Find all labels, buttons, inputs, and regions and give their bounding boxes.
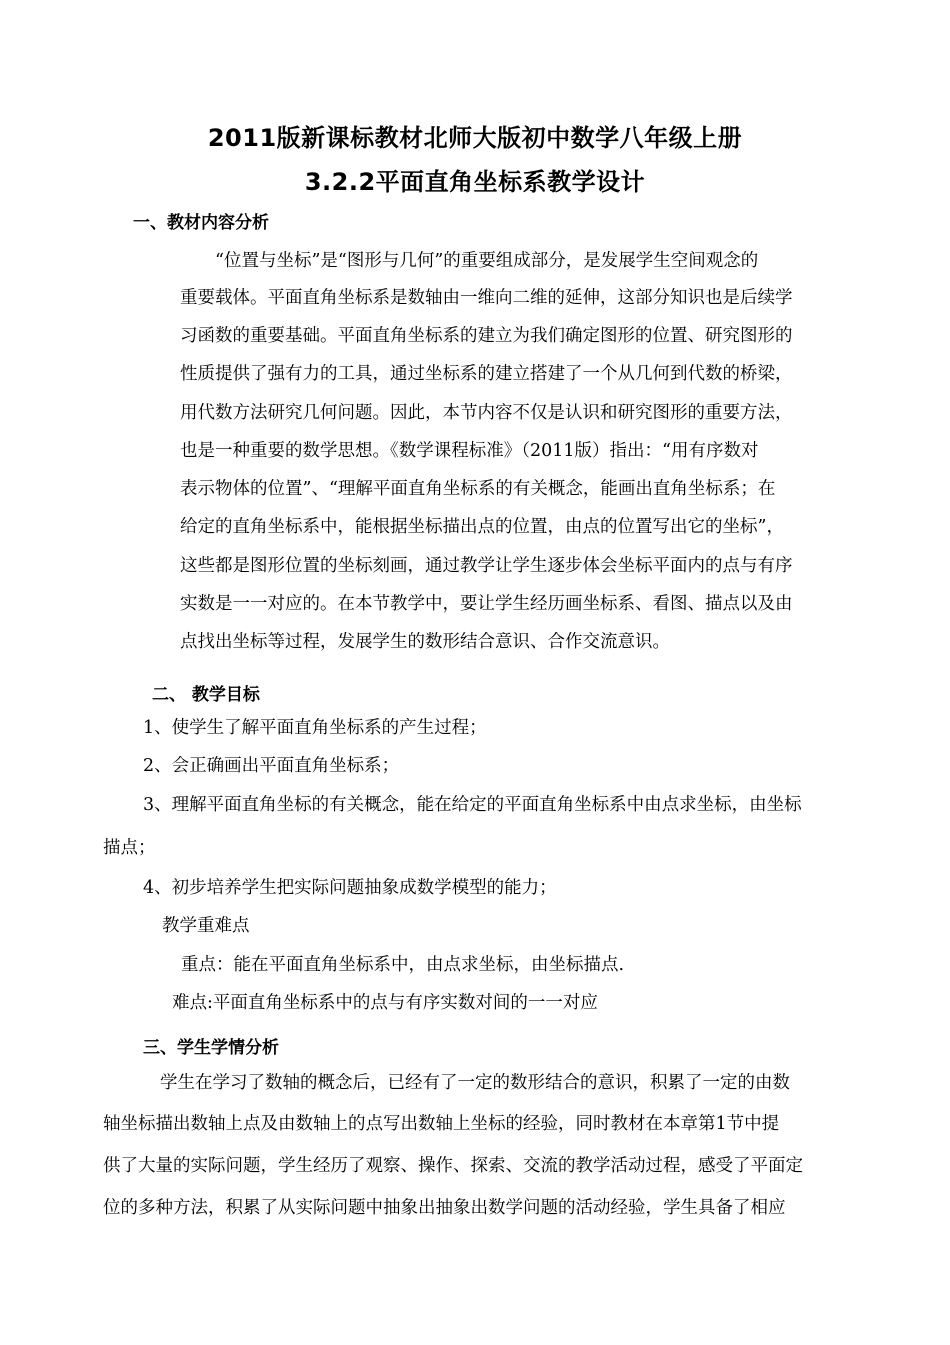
section1-line: 实数是一一对应的。在本节教学中，要让学生经历画坐标系、看图、描点以及由	[180, 594, 793, 614]
section1-line: 习函数的重要基础。平面直角坐标系的建立为我们确定图形的位置、研究图形的	[180, 326, 793, 346]
section1-line: 性质提供了强有力的工具，通过坐标系的建立搭建了一个从几何到代数的桥梁，	[180, 364, 793, 384]
section1-heading: 一、教材内容分析	[133, 213, 269, 233]
section1-line: 给定的直角坐标系中，能根据坐标描出点的位置，由点的位置写出它的坐标”，	[180, 517, 784, 537]
section1-line: 表示物体的位置”、“理解平面直角坐标系的有关概念，能画出直角坐标系；在	[180, 479, 776, 499]
key-point: 重点：能在平面直角坐标系中，由点求坐标，由坐标描点.	[181, 955, 625, 975]
document-title-line1: 2011版新课标教材北师大版初中数学八年级上册	[207, 124, 743, 152]
section1-line: 点找出坐标等过程，发展学生的数形结合意识、合作交流意识。	[180, 632, 670, 652]
key-points-title: 教学重难点	[162, 916, 250, 936]
section1-line: 重要载体。平面直角坐标系是数轴由一维向二维的延伸，这部分知识也是后续学	[180, 288, 793, 308]
document-title-line2: 3.2.2平面直角坐标系教学设计	[304, 168, 646, 196]
section1-line: 也是一种重要的数学思想。《数学课程标准》（2011版）指出：“用有序数对	[180, 441, 759, 461]
section3-line: 学生在学习了数轴的概念后，已经有了一定的数形结合的意识，积累了一定的由数	[160, 1073, 790, 1093]
goal-item-3: 3、理解平面直角坐标的有关概念，能在给定的平面直角坐标系中由点求坐标，由坐标	[143, 795, 802, 815]
goal-item-2: 2、会正确画出平面直角坐标系；	[143, 756, 400, 776]
difficult-point: 难点:平面直角坐标系中的点与有序实数对间的一一对应	[172, 993, 598, 1013]
section3-line: 供了大量的实际问题，学生经历了观察、操作、探索、交流的教学活动过程，感受了平面定	[103, 1156, 803, 1176]
goal-item-4: 4、初步培养学生把实际问题抽象成数学模型的能力；	[143, 878, 557, 898]
section1-line: 用代数方法研究几何问题。因此，本节内容不仅是认识和研究图形的重要方法，	[180, 403, 793, 423]
section3-heading: 三、学生学情分析	[143, 1038, 279, 1058]
section3-line: 轴坐标描出数轴上点及由数轴上的点写出数轴上坐标的经验，同时教材在本章第1节中提	[103, 1114, 780, 1134]
goal-item-3-continued: 描点；	[103, 838, 156, 858]
section2-heading: 二、 教学目标	[152, 685, 260, 705]
section1-line: “位置与坐标”是“图形与几何”的重要组成部分，是发展学生空间观念的	[215, 251, 759, 271]
goal-item-1: 1、使学生了解平面直角坐标系的产生过程；	[143, 718, 487, 738]
section3-line: 位的多种方法，积累了从实际问题中抽象出抽象出数学问题的活动经验，学生具备了相应	[103, 1198, 786, 1218]
section1-line: 这些都是图形位置的坐标刻画，通过教学让学生逐步体会坐标平面内的点与有序	[180, 556, 793, 576]
